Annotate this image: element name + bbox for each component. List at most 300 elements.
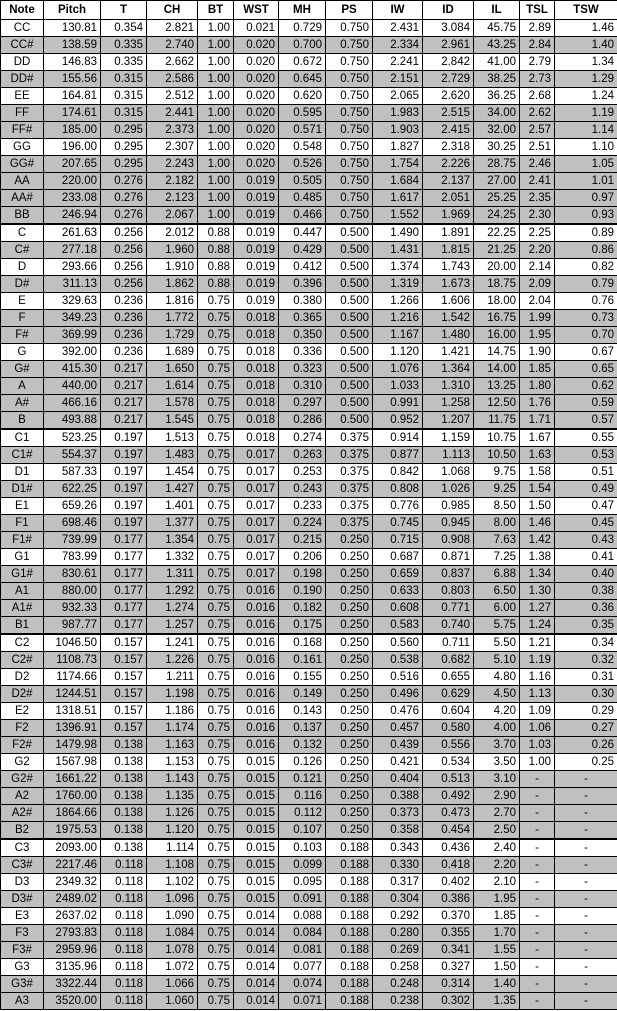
value-cell: 1.34 bbox=[520, 566, 555, 583]
value-cell: 1.772 bbox=[147, 310, 198, 327]
note-cell: E3 bbox=[1, 908, 44, 925]
value-cell: 0.30 bbox=[555, 686, 617, 703]
value-cell: 739.99 bbox=[44, 532, 101, 549]
table-row bbox=[1, 583, 617, 600]
value-cell: 0.014 bbox=[234, 908, 279, 925]
value-cell: 0.015 bbox=[234, 822, 279, 840]
value-cell: 0.75 bbox=[198, 771, 234, 788]
note-cell: C1 bbox=[1, 429, 44, 447]
value-cell: 1.910 bbox=[147, 259, 198, 276]
table-row bbox=[1, 805, 617, 822]
note-cell: G1# bbox=[1, 566, 44, 583]
value-cell: 1.13 bbox=[520, 686, 555, 703]
table-row bbox=[1, 669, 617, 686]
value-cell: 0.500 bbox=[326, 259, 373, 276]
value-cell: 0.253 bbox=[279, 464, 326, 481]
value-cell: 987.77 bbox=[44, 617, 101, 635]
column-header: WST bbox=[234, 1, 279, 20]
value-cell: 0.250 bbox=[326, 720, 373, 737]
value-cell: 0.496 bbox=[373, 686, 423, 703]
value-cell: 0.157 bbox=[101, 720, 147, 737]
table-row bbox=[1, 959, 617, 976]
value-cell: 8.00 bbox=[474, 515, 520, 532]
table-row bbox=[1, 600, 617, 617]
value-cell: 0.019 bbox=[234, 190, 279, 207]
value-cell: 0.341 bbox=[423, 942, 474, 959]
value-cell: 349.23 bbox=[44, 310, 101, 327]
value-cell: 0.729 bbox=[279, 20, 326, 37]
value-cell: 0.595 bbox=[279, 105, 326, 122]
value-cell: 0.500 bbox=[326, 293, 373, 310]
value-cell: 0.250 bbox=[326, 703, 373, 720]
value-cell: 0.672 bbox=[279, 54, 326, 71]
note-cell: D1# bbox=[1, 481, 44, 498]
value-cell: 2489.02 bbox=[44, 891, 101, 908]
value-cell: 1.00 bbox=[198, 139, 234, 156]
value-cell: 554.37 bbox=[44, 447, 101, 464]
value-cell: 0.197 bbox=[101, 429, 147, 447]
value-cell: 0.40 bbox=[555, 566, 617, 583]
value-cell: 38.25 bbox=[474, 71, 520, 88]
value-cell: 0.396 bbox=[279, 276, 326, 293]
value-cell: 0.750 bbox=[326, 139, 373, 156]
value-cell: 1.729 bbox=[147, 327, 198, 344]
value-cell: 0.020 bbox=[234, 156, 279, 173]
value-cell: 0.548 bbox=[279, 139, 326, 156]
value-cell: 1.084 bbox=[147, 925, 198, 942]
value-cell: 18.00 bbox=[474, 293, 520, 310]
value-cell: 0.250 bbox=[326, 686, 373, 703]
value-cell: 0.084 bbox=[279, 925, 326, 942]
table-row bbox=[1, 720, 617, 737]
value-cell: 0.335 bbox=[101, 37, 147, 54]
value-cell: 0.118 bbox=[101, 891, 147, 908]
value-cell: 1.689 bbox=[147, 344, 198, 361]
value-cell: 0.79 bbox=[555, 276, 617, 293]
value-cell: 0.70 bbox=[555, 327, 617, 344]
value-cell: 2.25 bbox=[520, 224, 555, 242]
value-cell: 0.315 bbox=[101, 71, 147, 88]
value-cell: 0.500 bbox=[326, 412, 373, 430]
note-cell: D3# bbox=[1, 891, 44, 908]
value-cell: 1.46 bbox=[555, 20, 617, 37]
value-cell: 32.00 bbox=[474, 122, 520, 139]
value-cell: 0.375 bbox=[326, 429, 373, 447]
value-cell: 2.415 bbox=[423, 122, 474, 139]
value-cell: 0.182 bbox=[279, 600, 326, 617]
value-cell: 6.50 bbox=[474, 583, 520, 600]
value-cell: 0.67 bbox=[555, 344, 617, 361]
value-cell: 0.138 bbox=[101, 737, 147, 754]
value-cell: 0.016 bbox=[234, 686, 279, 703]
value-cell: 1.891 bbox=[423, 224, 474, 242]
value-cell: 0.197 bbox=[101, 498, 147, 515]
value-cell: 0.985 bbox=[423, 498, 474, 515]
value-cell: 1.542 bbox=[423, 310, 474, 327]
note-cell: G# bbox=[1, 361, 44, 378]
value-cell: 0.776 bbox=[373, 498, 423, 515]
value-cell: 0.538 bbox=[373, 652, 423, 669]
note-cell: D1 bbox=[1, 464, 44, 481]
value-cell: 246.94 bbox=[44, 207, 101, 225]
value-cell: 0.711 bbox=[423, 634, 474, 652]
table-row bbox=[1, 259, 617, 276]
value-cell: 1.427 bbox=[147, 481, 198, 498]
value-cell: 1.05 bbox=[555, 156, 617, 173]
value-cell: 1.35 bbox=[474, 993, 520, 1010]
value-cell: 0.018 bbox=[234, 412, 279, 430]
value-cell: 0.715 bbox=[373, 532, 423, 549]
table-row bbox=[1, 737, 617, 754]
value-cell: 2.35 bbox=[520, 190, 555, 207]
value-cell: 0.015 bbox=[234, 891, 279, 908]
note-cell: F bbox=[1, 310, 44, 327]
table-row bbox=[1, 224, 617, 242]
value-cell: 0.188 bbox=[326, 857, 373, 874]
value-cell: 0.355 bbox=[423, 925, 474, 942]
value-cell: 2959.96 bbox=[44, 942, 101, 959]
value-cell: 1.00 bbox=[198, 207, 234, 225]
value-cell: 1.34 bbox=[555, 54, 617, 71]
value-cell: 0.76 bbox=[555, 293, 617, 310]
value-cell: - bbox=[555, 976, 617, 993]
value-cell: 0.75 bbox=[198, 583, 234, 600]
value-cell: 0.256 bbox=[101, 276, 147, 293]
table-row bbox=[1, 88, 617, 105]
value-cell: 1.19 bbox=[555, 105, 617, 122]
value-cell: 0.250 bbox=[326, 754, 373, 771]
value-cell: 440.00 bbox=[44, 378, 101, 395]
value-cell: 0.871 bbox=[423, 549, 474, 566]
value-cell: - bbox=[555, 891, 617, 908]
note-cell: F1# bbox=[1, 532, 44, 549]
value-cell: 2.373 bbox=[147, 122, 198, 139]
value-cell: 2.89 bbox=[520, 20, 555, 37]
value-cell: 4.50 bbox=[474, 686, 520, 703]
value-cell: 3.70 bbox=[474, 737, 520, 754]
value-cell: 0.335 bbox=[101, 54, 147, 71]
value-cell: 1.102 bbox=[147, 874, 198, 891]
value-cell: 1.70 bbox=[474, 925, 520, 942]
value-cell: 1.71 bbox=[520, 412, 555, 430]
value-cell: 1.969 bbox=[423, 207, 474, 225]
value-cell: 45.75 bbox=[474, 20, 520, 37]
value-cell: 0.017 bbox=[234, 532, 279, 549]
value-cell: 0.074 bbox=[279, 976, 326, 993]
value-cell: 0.310 bbox=[279, 378, 326, 395]
value-cell: 2.30 bbox=[520, 207, 555, 225]
value-cell: 0.49 bbox=[555, 481, 617, 498]
column-header: T bbox=[101, 1, 147, 20]
value-cell: 0.188 bbox=[326, 891, 373, 908]
value-cell: 0.017 bbox=[234, 566, 279, 583]
value-cell: 1.67 bbox=[520, 429, 555, 447]
value-cell: 1.816 bbox=[147, 293, 198, 310]
note-cell: E1 bbox=[1, 498, 44, 515]
value-cell: 1.186 bbox=[147, 703, 198, 720]
value-cell: 0.190 bbox=[279, 583, 326, 600]
value-cell: 0.41 bbox=[555, 549, 617, 566]
value-cell: 0.436 bbox=[423, 839, 474, 857]
value-cell: 1.76 bbox=[520, 395, 555, 412]
value-cell: 2.40 bbox=[474, 839, 520, 857]
table-row bbox=[1, 822, 617, 840]
value-cell: 0.250 bbox=[326, 549, 373, 566]
value-cell: 13.25 bbox=[474, 378, 520, 395]
value-cell: 0.583 bbox=[373, 617, 423, 635]
value-cell: 1.257 bbox=[147, 617, 198, 635]
value-cell: 2.431 bbox=[373, 20, 423, 37]
value-cell: 0.457 bbox=[373, 720, 423, 737]
note-cell: BB bbox=[1, 207, 44, 225]
value-cell: 0.75 bbox=[198, 344, 234, 361]
value-cell: 0.118 bbox=[101, 942, 147, 959]
note-cell: A bbox=[1, 378, 44, 395]
value-cell: 1.63 bbox=[520, 447, 555, 464]
value-cell: 16.75 bbox=[474, 310, 520, 327]
value-cell: 0.177 bbox=[101, 549, 147, 566]
value-cell: 0.157 bbox=[101, 634, 147, 652]
value-cell: 0.295 bbox=[101, 156, 147, 173]
value-cell: 3520.00 bbox=[44, 993, 101, 1010]
table-row bbox=[1, 190, 617, 207]
value-cell: 2.961 bbox=[423, 37, 474, 54]
value-cell: - bbox=[555, 839, 617, 857]
value-cell: 0.014 bbox=[234, 959, 279, 976]
value-cell: 1.374 bbox=[373, 259, 423, 276]
value-cell: 0.020 bbox=[234, 71, 279, 88]
value-cell: 1.00 bbox=[198, 88, 234, 105]
value-cell: 196.00 bbox=[44, 139, 101, 156]
value-cell: 0.75 bbox=[198, 976, 234, 993]
value-cell: 0.198 bbox=[279, 566, 326, 583]
table-row bbox=[1, 20, 617, 37]
value-cell: 880.00 bbox=[44, 583, 101, 600]
note-cell: F3# bbox=[1, 942, 44, 959]
note-cell: C3# bbox=[1, 857, 44, 874]
value-cell: 34.00 bbox=[474, 105, 520, 122]
table-row bbox=[1, 447, 617, 464]
value-cell: 0.217 bbox=[101, 412, 147, 430]
value-cell: 0.143 bbox=[279, 703, 326, 720]
value-cell: 0.750 bbox=[326, 20, 373, 37]
value-cell: 1.827 bbox=[373, 139, 423, 156]
value-cell: 1661.22 bbox=[44, 771, 101, 788]
column-header: Note bbox=[1, 1, 44, 20]
value-cell: - bbox=[520, 771, 555, 788]
note-cell: A# bbox=[1, 395, 44, 412]
value-cell: 0.945 bbox=[423, 515, 474, 532]
value-cell: 2.243 bbox=[147, 156, 198, 173]
note-cell: C# bbox=[1, 242, 44, 259]
value-cell: 1.545 bbox=[147, 412, 198, 430]
value-cell: 1.354 bbox=[147, 532, 198, 549]
value-cell: 0.75 bbox=[198, 959, 234, 976]
value-cell: 1.54 bbox=[520, 481, 555, 498]
value-cell: 0.358 bbox=[373, 822, 423, 840]
value-cell: 0.256 bbox=[101, 259, 147, 276]
note-cell: F2 bbox=[1, 720, 44, 737]
value-cell: 0.137 bbox=[279, 720, 326, 737]
table-row bbox=[1, 788, 617, 805]
value-cell: 1.066 bbox=[147, 976, 198, 993]
value-cell: 0.505 bbox=[279, 173, 326, 190]
value-cell: 1.95 bbox=[520, 327, 555, 344]
value-cell: 0.250 bbox=[326, 822, 373, 840]
value-cell: 1.311 bbox=[147, 566, 198, 583]
value-cell: 0.75 bbox=[198, 498, 234, 515]
value-cell: 1.480 bbox=[423, 327, 474, 344]
value-cell: 0.017 bbox=[234, 549, 279, 566]
value-cell: 2217.46 bbox=[44, 857, 101, 874]
value-cell: 1.30 bbox=[520, 583, 555, 600]
value-cell: 0.304 bbox=[373, 891, 423, 908]
table-body bbox=[1, 20, 617, 1010]
value-cell: 0.015 bbox=[234, 839, 279, 857]
table-row bbox=[1, 874, 617, 891]
value-cell: 0.750 bbox=[326, 156, 373, 173]
value-cell: 0.388 bbox=[373, 788, 423, 805]
table-row bbox=[1, 207, 617, 225]
value-cell: 1.85 bbox=[520, 361, 555, 378]
note-cell: C1# bbox=[1, 447, 44, 464]
value-cell: 0.750 bbox=[326, 190, 373, 207]
value-cell: 0.75 bbox=[198, 412, 234, 430]
value-cell: 0.071 bbox=[279, 993, 326, 1010]
value-cell: 1.55 bbox=[474, 942, 520, 959]
value-cell: 0.315 bbox=[101, 88, 147, 105]
value-cell: 5.50 bbox=[474, 634, 520, 652]
value-cell: 2.515 bbox=[423, 105, 474, 122]
value-cell: 2.226 bbox=[423, 156, 474, 173]
value-cell: 0.500 bbox=[326, 224, 373, 242]
value-cell: 0.138 bbox=[101, 771, 147, 788]
value-cell: 0.248 bbox=[373, 976, 423, 993]
value-cell: 0.93 bbox=[555, 207, 617, 225]
value-cell: 1.673 bbox=[423, 276, 474, 293]
value-cell: 0.421 bbox=[373, 754, 423, 771]
value-cell: 1.090 bbox=[147, 908, 198, 925]
value-cell: 0.118 bbox=[101, 993, 147, 1010]
value-cell: 0.750 bbox=[326, 105, 373, 122]
value-cell: 0.015 bbox=[234, 857, 279, 874]
value-cell: 24.25 bbox=[474, 207, 520, 225]
value-cell: 0.88 bbox=[198, 276, 234, 293]
value-cell: 0.75 bbox=[198, 805, 234, 822]
table-row bbox=[1, 634, 617, 652]
value-cell: 0.404 bbox=[373, 771, 423, 788]
value-cell: 1479.98 bbox=[44, 737, 101, 754]
value-cell: 0.021 bbox=[234, 20, 279, 37]
value-cell: 0.138 bbox=[101, 754, 147, 771]
value-cell: 0.016 bbox=[234, 617, 279, 635]
value-cell: 1.120 bbox=[373, 344, 423, 361]
table-row bbox=[1, 327, 617, 344]
value-cell: 293.66 bbox=[44, 259, 101, 276]
value-cell: 1.258 bbox=[423, 395, 474, 412]
value-cell: 1.90 bbox=[520, 344, 555, 361]
value-cell: 1046.50 bbox=[44, 634, 101, 652]
value-cell: 0.077 bbox=[279, 959, 326, 976]
value-cell: 0.914 bbox=[373, 429, 423, 447]
value-cell: 20.00 bbox=[474, 259, 520, 276]
value-cell: 0.808 bbox=[373, 481, 423, 498]
value-cell: 0.516 bbox=[373, 669, 423, 686]
value-cell: 0.315 bbox=[101, 105, 147, 122]
value-cell: 1.135 bbox=[147, 788, 198, 805]
value-cell: 1.026 bbox=[423, 481, 474, 498]
value-cell: 0.45 bbox=[555, 515, 617, 532]
value-cell: 0.250 bbox=[326, 652, 373, 669]
value-cell: 0.75 bbox=[198, 908, 234, 925]
value-cell: 0.197 bbox=[101, 464, 147, 481]
value-cell: 2.334 bbox=[373, 37, 423, 54]
value-cell: 0.500 bbox=[326, 242, 373, 259]
value-cell: 0.370 bbox=[423, 908, 474, 925]
value-cell: 0.116 bbox=[279, 788, 326, 805]
value-cell: 2.051 bbox=[423, 190, 474, 207]
value-cell: 0.177 bbox=[101, 617, 147, 635]
value-cell: - bbox=[520, 993, 555, 1010]
value-cell: 0.155 bbox=[279, 669, 326, 686]
value-cell: 0.365 bbox=[279, 310, 326, 327]
table-row bbox=[1, 976, 617, 993]
value-cell: 2.20 bbox=[520, 242, 555, 259]
value-cell: 0.454 bbox=[423, 822, 474, 840]
value-cell: 0.250 bbox=[326, 566, 373, 583]
value-cell: 28.75 bbox=[474, 156, 520, 173]
value-cell: 1.42 bbox=[520, 532, 555, 549]
column-header: IW bbox=[373, 1, 423, 20]
value-cell: - bbox=[520, 891, 555, 908]
value-cell: 0.016 bbox=[234, 634, 279, 652]
value-cell: 0.138 bbox=[101, 839, 147, 857]
value-cell: 6.88 bbox=[474, 566, 520, 583]
value-cell: 0.017 bbox=[234, 447, 279, 464]
value-cell: 1.40 bbox=[474, 976, 520, 993]
table-row bbox=[1, 481, 617, 498]
value-cell: 622.25 bbox=[44, 481, 101, 498]
table-row bbox=[1, 771, 617, 788]
value-cell: 0.157 bbox=[101, 652, 147, 669]
value-cell: 0.750 bbox=[326, 37, 373, 54]
value-cell: 12.50 bbox=[474, 395, 520, 412]
value-cell: 0.75 bbox=[198, 652, 234, 669]
header-row bbox=[1, 1, 617, 20]
value-cell: 0.86 bbox=[555, 242, 617, 259]
value-cell: 0.188 bbox=[326, 925, 373, 942]
value-cell: 4.80 bbox=[474, 669, 520, 686]
table-row bbox=[1, 839, 617, 857]
value-cell: 2.50 bbox=[474, 822, 520, 840]
note-cell: F3 bbox=[1, 925, 44, 942]
value-cell: 587.33 bbox=[44, 464, 101, 481]
value-cell: 0.112 bbox=[279, 805, 326, 822]
value-cell: 1.364 bbox=[423, 361, 474, 378]
value-cell: 1.21 bbox=[520, 634, 555, 652]
column-header: ID bbox=[423, 1, 474, 20]
value-cell: 0.842 bbox=[373, 464, 423, 481]
table-row bbox=[1, 395, 617, 412]
value-cell: 0.700 bbox=[279, 37, 326, 54]
value-cell: 0.375 bbox=[326, 481, 373, 498]
value-cell: 0.330 bbox=[373, 857, 423, 874]
value-cell: 0.018 bbox=[234, 395, 279, 412]
value-cell: 0.62 bbox=[555, 378, 617, 395]
value-cell: 1244.51 bbox=[44, 686, 101, 703]
table-row bbox=[1, 498, 617, 515]
value-cell: 1.167 bbox=[373, 327, 423, 344]
